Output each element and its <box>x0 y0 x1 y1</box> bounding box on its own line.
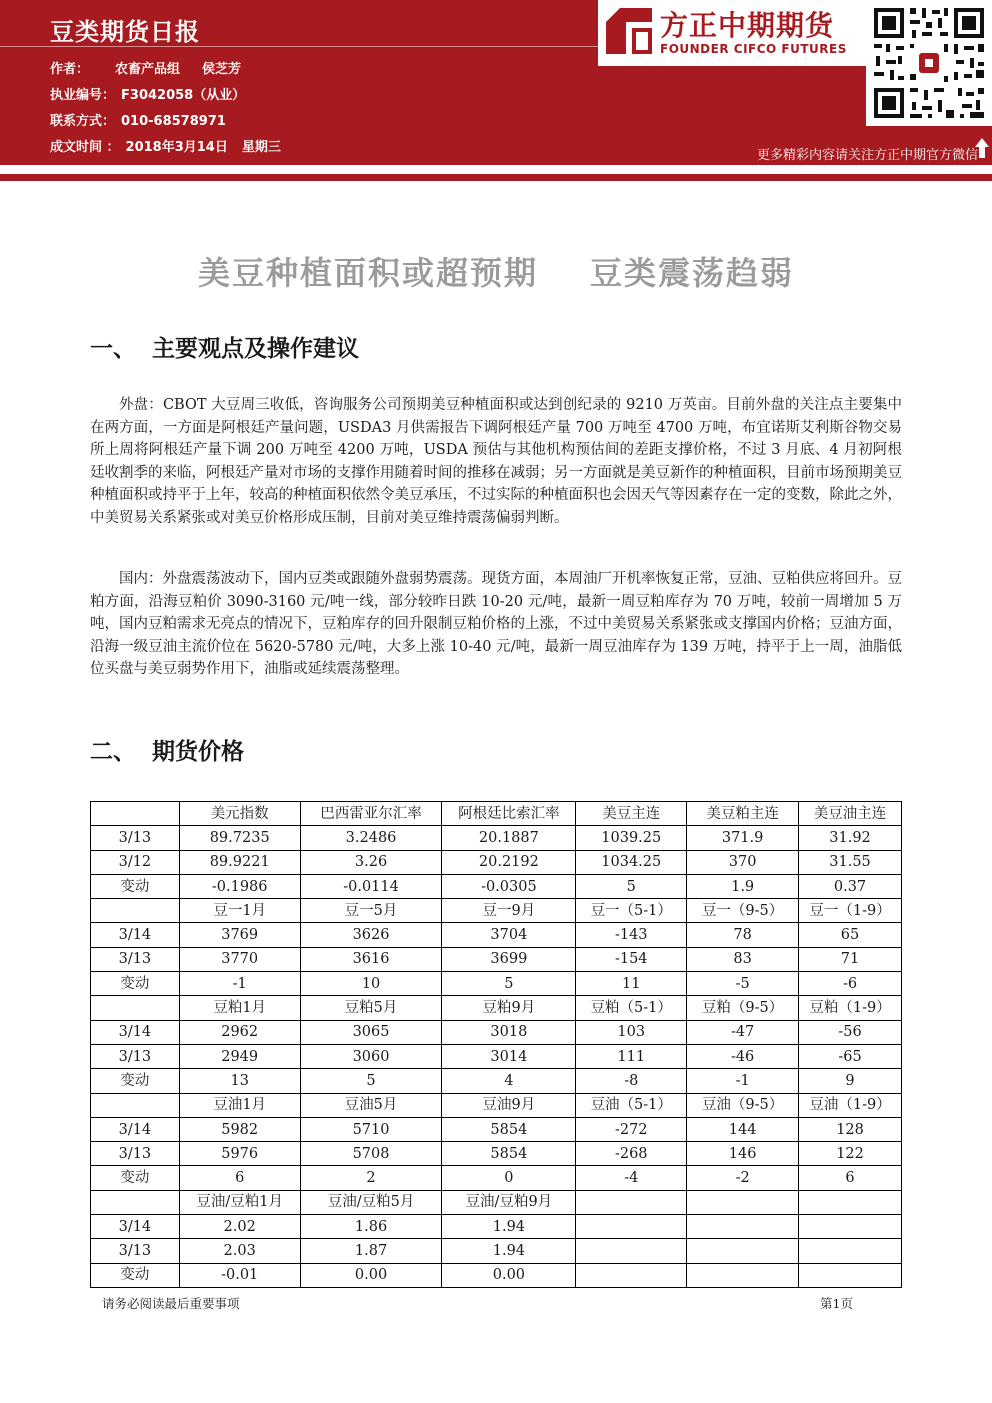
table-cell: 豆油5月 <box>300 1093 442 1117</box>
table-cell: 豆粕（1-9） <box>799 996 902 1020</box>
table-cell: 1.94 <box>442 1215 576 1239</box>
table-row <box>91 947 902 971</box>
founder-logo-icon <box>606 8 652 54</box>
table-cell: -1 <box>687 1069 799 1093</box>
table-cell: 豆粕9月 <box>442 996 576 1020</box>
table-row <box>91 1117 902 1141</box>
table-cell: 豆油/豆粕1月 <box>179 1190 300 1214</box>
table-cell: 豆粕（9-5） <box>687 996 799 1020</box>
table-row-label: 3/13 <box>91 947 180 971</box>
contact-line <box>50 110 226 129</box>
table-row <box>91 972 902 996</box>
table-cell: 豆粕1月 <box>179 996 300 1020</box>
table-cell: -56 <box>799 1020 902 1044</box>
table-cell: 豆一（9-5） <box>687 899 799 923</box>
table-cell: 1.86 <box>300 1215 442 1239</box>
table-cell: 3.2486 <box>300 826 442 850</box>
table-cell <box>799 1263 902 1287</box>
table-cell: 5 <box>576 874 687 898</box>
table-cell: 美豆粕主连 <box>687 802 799 826</box>
table-cell: 豆油（9-5） <box>687 1093 799 1117</box>
table-cell: 122 <box>799 1142 902 1166</box>
report-title: 豆类期货日报 <box>50 18 200 46</box>
table-cell: 豆油/豆粕5月 <box>300 1190 442 1214</box>
table-row-label: 3/14 <box>91 923 180 947</box>
table-cell: 103 <box>576 1020 687 1044</box>
table-cell: 65 <box>799 923 902 947</box>
table-cell: 4 <box>442 1069 576 1093</box>
table-cell: -6 <box>799 972 902 996</box>
table-cell: -5 <box>687 972 799 996</box>
table-cell: -268 <box>576 1142 687 1166</box>
table-cell: 3699 <box>442 947 576 971</box>
table-row <box>91 850 902 874</box>
table-cell: -0.0305 <box>442 874 576 898</box>
logo-chinese-name: 方正中期期货 <box>660 9 835 42</box>
table-row <box>91 899 902 923</box>
section-number: 一、 <box>90 336 136 362</box>
table-cell: 20.2192 <box>442 850 576 874</box>
table-row-label: 变动 <box>91 874 180 898</box>
table-cell <box>687 1215 799 1239</box>
table-cell: -143 <box>576 923 687 947</box>
date-line <box>50 136 281 155</box>
table-cell <box>799 1215 902 1239</box>
table-cell: 3626 <box>300 923 442 947</box>
table-row <box>91 1190 902 1214</box>
table-cell: 9 <box>799 1069 902 1093</box>
table-row <box>91 1069 902 1093</box>
table-row <box>91 1093 902 1117</box>
table-row-label <box>91 899 180 923</box>
section-title: 主要观点及操作建议 <box>152 336 359 362</box>
table-cell: 78 <box>687 923 799 947</box>
table-cell: -0.1986 <box>179 874 300 898</box>
table-cell: 豆油1月 <box>179 1093 300 1117</box>
table-cell: 89.9221 <box>179 850 300 874</box>
table-cell: 2962 <box>179 1020 300 1044</box>
table-cell: 3.26 <box>300 850 442 874</box>
table-cell: -0.01 <box>179 1263 300 1287</box>
table-cell: 2 <box>300 1166 442 1190</box>
table-cell: 豆一5月 <box>300 899 442 923</box>
table-row <box>91 1020 902 1044</box>
table-cell: -154 <box>576 947 687 971</box>
logo-english-name: FOUNDER CIFCO FUTURES <box>660 42 847 56</box>
table-cell: 6 <box>179 1166 300 1190</box>
table-cell: 豆一9月 <box>442 899 576 923</box>
table-row <box>91 996 902 1020</box>
report-main-title <box>0 248 992 294</box>
table-cell: 0.00 <box>300 1263 442 1287</box>
table-cell: 豆粕5月 <box>300 996 442 1020</box>
table-cell: 10 <box>300 972 442 996</box>
table-cell: 豆一（1-9） <box>799 899 902 923</box>
main-title-part2: 豆类震荡趋弱 <box>590 254 795 292</box>
table-cell: 2.03 <box>179 1239 300 1263</box>
author-label: 作者： <box>50 62 90 77</box>
table-cell: 5 <box>442 972 576 996</box>
table-cell: 2949 <box>179 1044 300 1068</box>
table-row <box>91 1215 902 1239</box>
table-cell: 3018 <box>442 1020 576 1044</box>
author-line <box>50 58 241 77</box>
table-row-label: 3/13 <box>91 1142 180 1166</box>
company-logo <box>598 0 866 66</box>
main-title-part1: 美豆种植面积或超预期 <box>197 254 538 292</box>
table-cell: 5708 <box>300 1142 442 1166</box>
license-line <box>50 84 245 103</box>
table-cell: 0.37 <box>799 874 902 898</box>
table-cell: 1.9 <box>687 874 799 898</box>
license-value: F3042058（从业） <box>121 88 246 103</box>
table-cell: 144 <box>687 1117 799 1141</box>
table-cell: 83 <box>687 947 799 971</box>
up-arrow-icon <box>974 136 990 160</box>
table-cell: 146 <box>687 1142 799 1166</box>
table-cell: 11 <box>576 972 687 996</box>
section-number: 二、 <box>90 739 136 765</box>
table-cell: 89.7235 <box>179 826 300 850</box>
table-row <box>91 874 902 898</box>
table-row-label: 3/14 <box>91 1117 180 1141</box>
table-row-label: 变动 <box>91 1263 180 1287</box>
table-cell: 巴西雷亚尔汇率 <box>300 802 442 826</box>
table-cell: 2.02 <box>179 1215 300 1239</box>
footer-notice: 请务必阅读最后重要事项 <box>102 1296 240 1311</box>
page-number: 第1页 <box>820 1296 853 1311</box>
paragraph-overseas: 外盘：CBOT 大豆周三收低，咨询服务公司预期美豆种植面积或达到创纪录的 9210 万英亩。目前外盘的关注点主要集中在两方面，一方面是阿根廷产量问题，USDA3 月供需报告下调阿根廷产量 700 万吨至 4700 万吨，布宜诺斯艾利斯谷物交易所上周将阿根廷产量下调 200 万吨至 4200 万吨，USDA 预估与其他机构预估间的差距支撑价格，不过 3 月底、4 月初阿根廷收割季的来临，阿根廷产量对市场的支撑作用随着时间的推移在减弱；另一方面就是美豆新作的种植面积，目前市场预期美豆种植面积或持平于上年，较高的种植面积依然令美豆承压，不过实际的种植面积也会因天气等因素存在一定的变数，除此之外，中美贸易关系紧张或对美豆价格形成压制，目前对美豆维持震荡偏弱判断。 <box>90 397 902 526</box>
table-cell: 128 <box>799 1117 902 1141</box>
table-cell: -65 <box>799 1044 902 1068</box>
table-cell <box>576 1190 687 1214</box>
table-cell: -46 <box>687 1044 799 1068</box>
table-cell: 1039.25 <box>576 826 687 850</box>
table-row-label: 变动 <box>91 1069 180 1093</box>
table-row <box>91 1263 902 1287</box>
table-cell <box>687 1239 799 1263</box>
table-row-label: 3/12 <box>91 850 180 874</box>
table-cell: 1034.25 <box>576 850 687 874</box>
table-cell: 豆一（5-1） <box>576 899 687 923</box>
table-cell: 3060 <box>300 1044 442 1068</box>
table-row-label: 3/14 <box>91 1215 180 1239</box>
table-row-label: 3/13 <box>91 826 180 850</box>
table-cell: -8 <box>576 1069 687 1093</box>
table-cell: 豆油（1-9） <box>799 1093 902 1117</box>
author-group: 农畜产品组 <box>115 62 181 77</box>
table-cell <box>576 1215 687 1239</box>
table-cell: 3769 <box>179 923 300 947</box>
table-row-label: 3/13 <box>91 1239 180 1263</box>
table-cell: 71 <box>799 947 902 971</box>
table-row <box>91 1166 902 1190</box>
table-cell: 0.00 <box>442 1263 576 1287</box>
table-cell: 6 <box>799 1166 902 1190</box>
table-cell: -47 <box>687 1020 799 1044</box>
table-cell: 豆一1月 <box>179 899 300 923</box>
table-cell: 5854 <box>442 1117 576 1141</box>
table-cell: 31.55 <box>799 850 902 874</box>
table-cell: 370 <box>687 850 799 874</box>
table-cell: 3065 <box>300 1020 442 1044</box>
author-name: 侯芝芳 <box>202 62 242 77</box>
date-value: 2018年3月14日 <box>125 140 228 155</box>
table-row-label <box>91 1190 180 1214</box>
table-row <box>91 1142 902 1166</box>
table-cell <box>576 1239 687 1263</box>
table-cell <box>687 1263 799 1287</box>
table-cell: 1.87 <box>300 1239 442 1263</box>
table-cell <box>799 1239 902 1263</box>
table-row-label <box>91 802 180 826</box>
futures-price-table <box>90 801 902 1288</box>
table-row <box>91 1044 902 1068</box>
table-cell: 5976 <box>179 1142 300 1166</box>
wechat-follow-text: 更多精彩内容请关注方正中期官方微信 <box>756 148 978 163</box>
table-cell <box>576 1263 687 1287</box>
table-row <box>91 802 902 826</box>
table-cell: 5854 <box>442 1142 576 1166</box>
table-cell: 豆粕（5-1） <box>576 996 687 1020</box>
contact-value: 010-68578971 <box>121 114 226 129</box>
table-cell: -1 <box>179 972 300 996</box>
table-row-label: 变动 <box>91 1166 180 1190</box>
table-cell: 阿根廷比索汇率 <box>442 802 576 826</box>
table-cell: 5710 <box>300 1117 442 1141</box>
table-cell: 1.94 <box>442 1239 576 1263</box>
table-cell: 3704 <box>442 923 576 947</box>
weekday: 星期三 <box>241 140 281 155</box>
table-cell: -272 <box>576 1117 687 1141</box>
table-cell: 13 <box>179 1069 300 1093</box>
table-cell: -2 <box>687 1166 799 1190</box>
table-row <box>91 1239 902 1263</box>
table-cell: -4 <box>576 1166 687 1190</box>
section-heading-futures-prices <box>90 733 244 766</box>
table-cell: -0.0114 <box>300 874 442 898</box>
table-cell: 3770 <box>179 947 300 971</box>
license-label: 执业编号： <box>50 88 116 103</box>
table-cell: 5 <box>300 1069 442 1093</box>
table-cell: 美豆主连 <box>576 802 687 826</box>
table-cell: 豆油/豆粕9月 <box>442 1190 576 1214</box>
table-cell: 111 <box>576 1044 687 1068</box>
table-cell: 371.9 <box>687 826 799 850</box>
paragraph-domestic: 国内：外盘震荡波动下，国内豆类或跟随外盘弱势震荡。现货方面，本周油厂开机率恢复正常，豆油、豆粕供应将回升。豆粕方面，沿海豆粕价 3090-3160 元/吨一线，部分较昨日跌 10-20 元/吨，最新一周豆粕库存为 70 万吨，较前一周增加 5 万吨，国内豆粕需求无亮点的情况下，豆粕库存的回升限制豆粕价格的上涨，不过中美贸易关系紧张或支撑国内价格；豆油方面，沿海一级豆油主流价位在 5620-5780 元/吨，大多上涨 10-40 元/吨，最新一周豆油库存为 139 万吨，持平于上一周，油脂低位买盘与美豆弱势作用下，油脂或延续震荡整理。 <box>90 571 902 677</box>
table-cell: 3616 <box>300 947 442 971</box>
table-row-label <box>91 996 180 1020</box>
table-cell: 20.1887 <box>442 826 576 850</box>
table-cell: 豆油（5-1） <box>576 1093 687 1117</box>
table-cell: 5982 <box>179 1117 300 1141</box>
table-cell: 0 <box>442 1166 576 1190</box>
section-title: 期货价格 <box>152 739 244 765</box>
table-cell: 31.92 <box>799 826 902 850</box>
table-row-label: 3/13 <box>91 1044 180 1068</box>
table-cell: 美元指数 <box>179 802 300 826</box>
table-row <box>91 826 902 850</box>
table-cell <box>799 1190 902 1214</box>
table-cell: 美豆油主连 <box>799 802 902 826</box>
table-row <box>91 923 902 947</box>
section-heading-views <box>90 330 359 363</box>
date-label: 成文时间 ： <box>50 140 120 155</box>
table-row-label <box>91 1093 180 1117</box>
table-row-label: 3/14 <box>91 1020 180 1044</box>
table-cell <box>687 1190 799 1214</box>
contact-label: 联系方式： <box>50 114 116 129</box>
table-row-label: 变动 <box>91 972 180 996</box>
wechat-qr-code-icon <box>866 0 992 126</box>
header-rule <box>0 174 992 181</box>
table-cell: 豆油9月 <box>442 1093 576 1117</box>
table-cell: 3014 <box>442 1044 576 1068</box>
